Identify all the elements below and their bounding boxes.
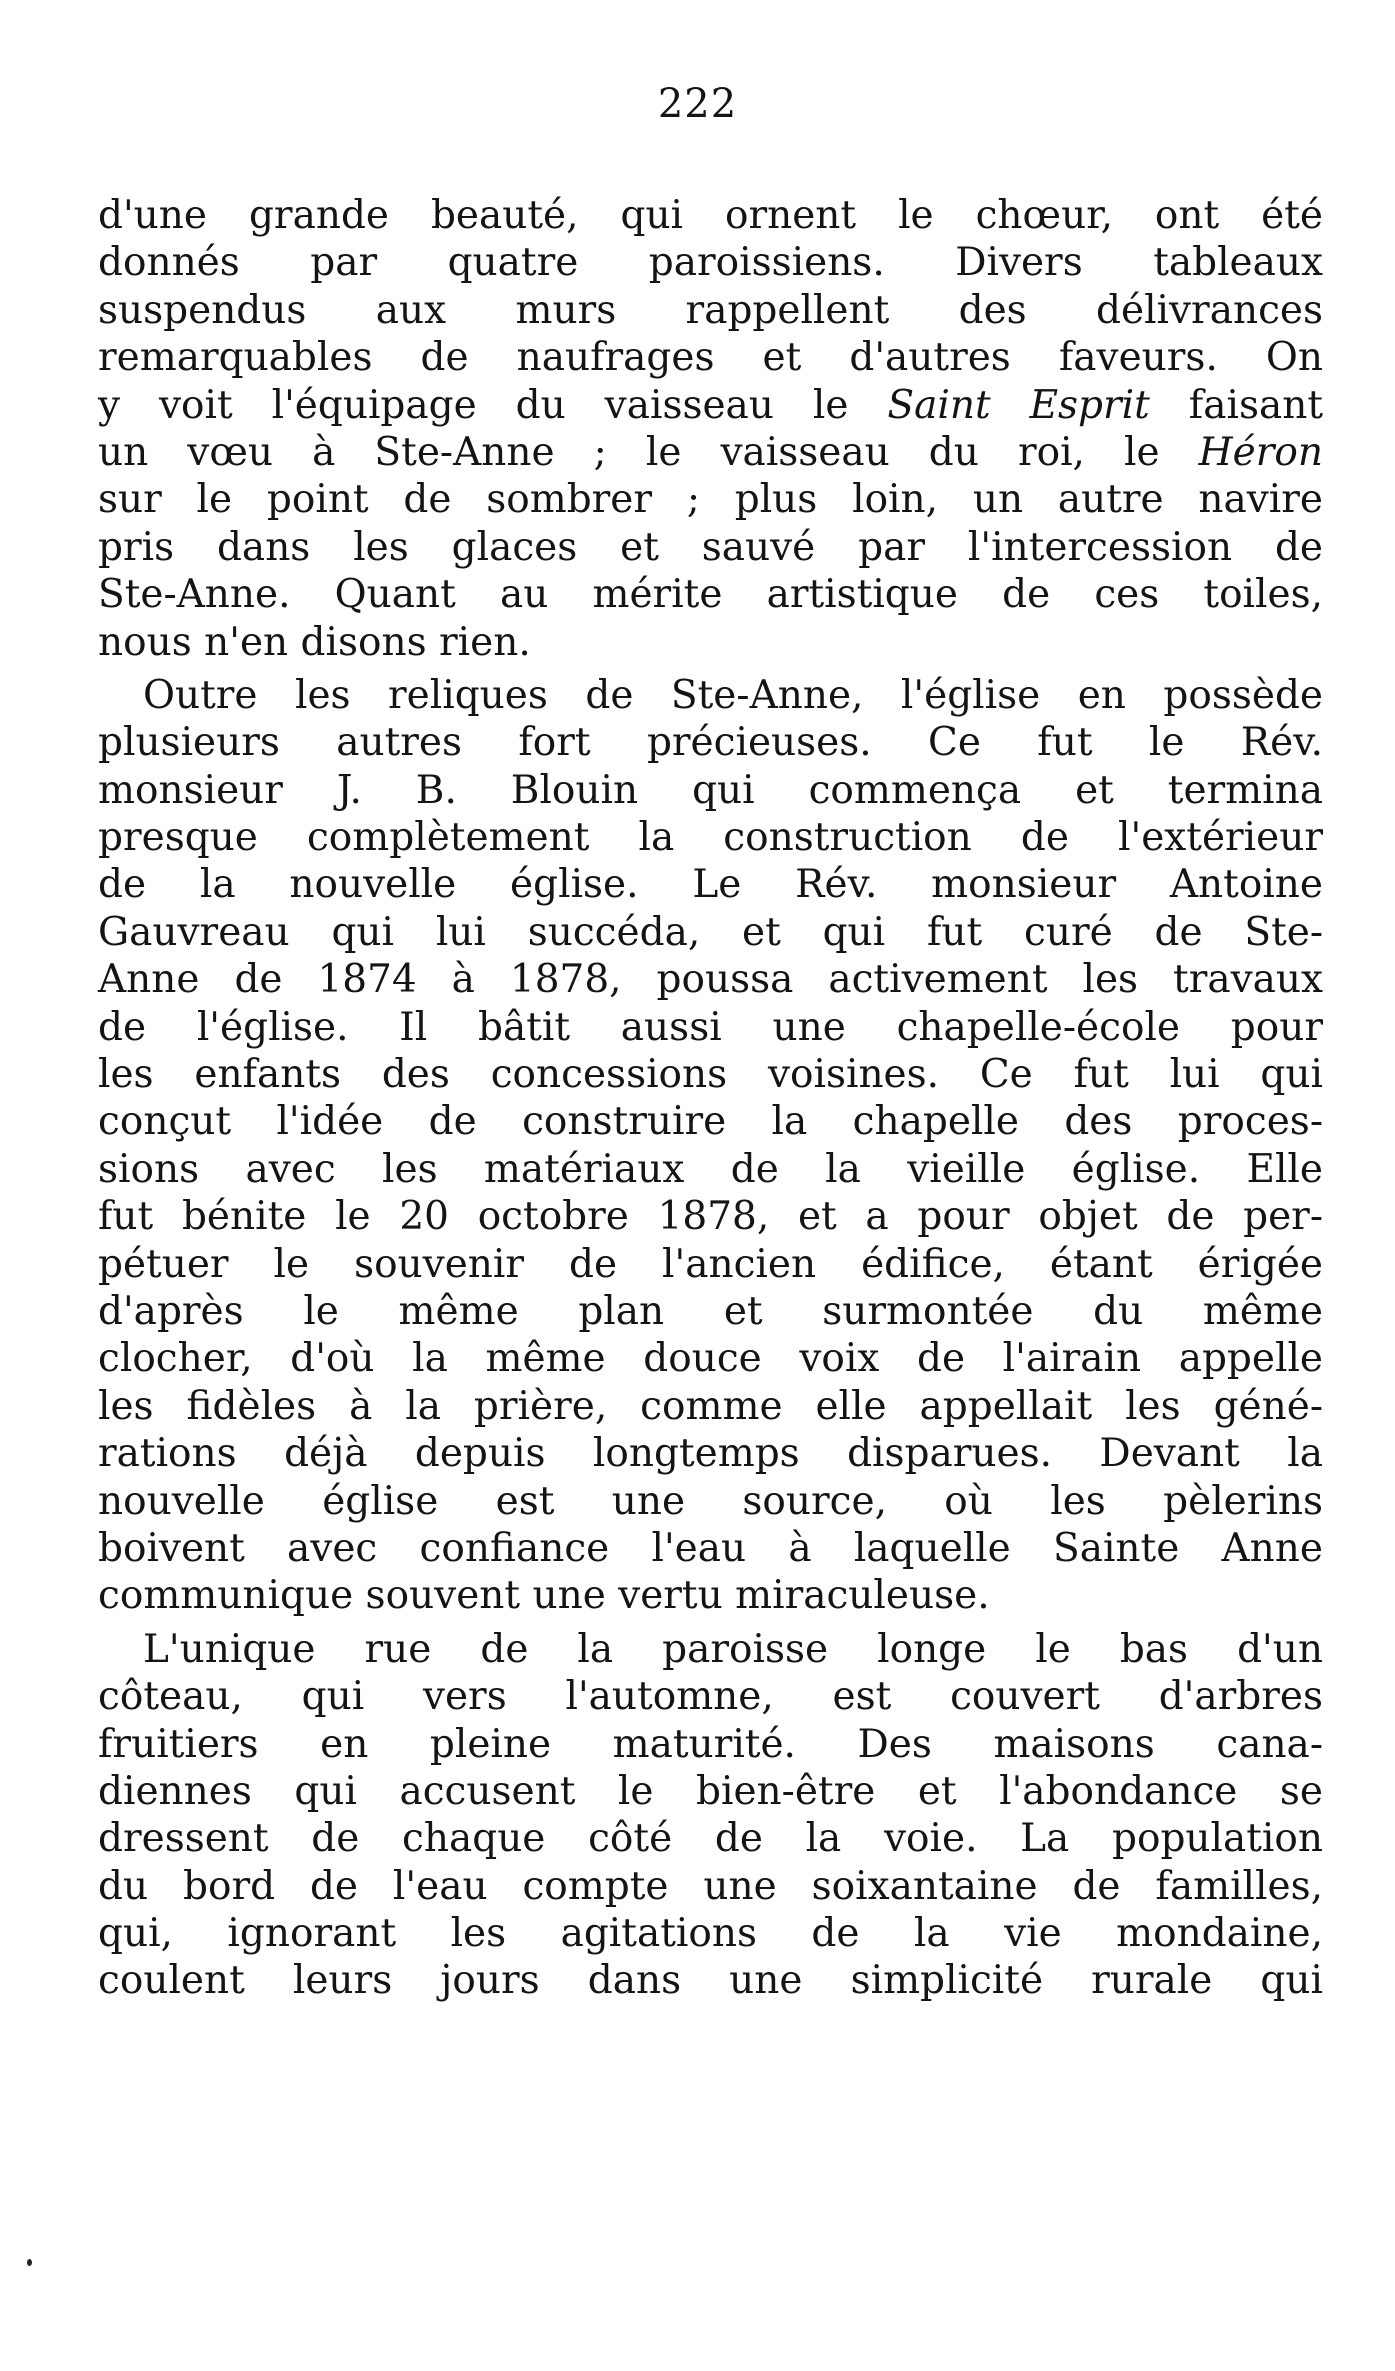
text-line: nouvelle église est une source, où les pèlerins [98, 1478, 1323, 1524]
text-line: côteau, qui vers l'automne, est couvert d'arbres [98, 1674, 1323, 1720]
text-line: boivent avec confiance l'eau à laquelle Sainte Anne [98, 1525, 1323, 1571]
text-line: diennes qui accusent le bien-être et l'abondance se [98, 1768, 1323, 1814]
text-line: de la nouvelle église. Le Rév. monsieur Antoine [98, 862, 1323, 908]
paragraph-2 [98, 672, 1323, 1620]
text-line: communique souvent une vertu miraculeuse. [98, 1573, 990, 1619]
text-line: d'une grande beauté, qui ornent le chœur, ont été [98, 193, 1323, 238]
paragraph-3 [98, 1626, 1323, 2005]
text-line: sions avec les matériaux de la vieille église. Elle [98, 1146, 1323, 1192]
text-line: plusieurs autres fort précieuses. Ce fut le Rév. [98, 720, 1323, 766]
text-line: clocher, d'où la même douce voix de l'airain appelle [98, 1336, 1323, 1382]
text-line: y voit l'équipage du vaisseau le Saint Esprit faisant [98, 382, 1323, 428]
text-line: Anne de 1874 à 1878, poussa activement les travaux [98, 957, 1323, 1003]
text-line: conçut l'idée de construire la chapelle des proces- [98, 1099, 1323, 1145]
text-line: du bord de l'eau compte une soixantaine de familles, [98, 1863, 1323, 1909]
text-line: rations déjà depuis longtemps disparues. Devant la [98, 1431, 1323, 1477]
text-line: dressent de chaque côté de la voie. La population [98, 1816, 1323, 1862]
text-line: pétuer le souvenir de l'ancien édifice, étant érigée [98, 1241, 1323, 1287]
text-line: Ste-Anne. Quant au mérite artistique de ces toiles, [98, 572, 1323, 618]
text-line: remarquables de naufrages et d'autres faveurs. On [98, 335, 1323, 381]
text-line: presque complètement la construction de l'extérieur [98, 815, 1323, 861]
page-number: 222 [657, 81, 738, 127]
text-line: de l'église. Il bâtit aussi une chapelle-école pour [98, 1004, 1323, 1050]
text-line: un vœu à Ste-Anne ; le vaisseau du roi, le Héron [98, 429, 1323, 475]
text-line: qui, ignorant les agitations de la vie mondaine, [98, 1911, 1323, 1957]
text-line: Outre les reliques de Ste-Anne, l'église en possède [143, 672, 1323, 718]
paragraph-1 [98, 192, 1323, 666]
text-line: sur le point de sombrer ; plus loin, un autre navire [98, 477, 1323, 523]
text-line: nous n'en disons rien. [98, 619, 531, 665]
text-line: coulent leurs jours dans une simplicité rurale qui [98, 1958, 1323, 2004]
text-line: fut bénite le 20 octobre 1878, et a pour objet de per- [98, 1194, 1323, 1240]
text-line: les enfants des concessions voisines. Ce fut lui qui [98, 1052, 1323, 1098]
text-line: Gauvreau qui lui succéda, et qui fut curé de Ste- [98, 909, 1323, 955]
text-line: pris dans les glaces et sauvé par l'intercession de [98, 524, 1323, 570]
text-line: fruitiers en pleine maturité. Des maisons cana- [98, 1721, 1323, 1767]
text-line: donnés par quatre paroissiens. Divers tableaux [98, 240, 1323, 286]
text-line: d'après le même plan et surmontée du même [98, 1288, 1323, 1334]
body-text [98, 192, 1323, 2005]
margin-dot [27, 2259, 32, 2266]
text-line: monsieur J. B. Blouin qui commença et termina [98, 767, 1323, 813]
text-line: suspendus aux murs rappellent des délivrances [98, 287, 1323, 333]
text-line: L'unique rue de la paroisse longe le bas d'un [143, 1626, 1323, 1672]
text-line: les fidèles à la prière, comme elle appellait les géné- [98, 1383, 1323, 1429]
